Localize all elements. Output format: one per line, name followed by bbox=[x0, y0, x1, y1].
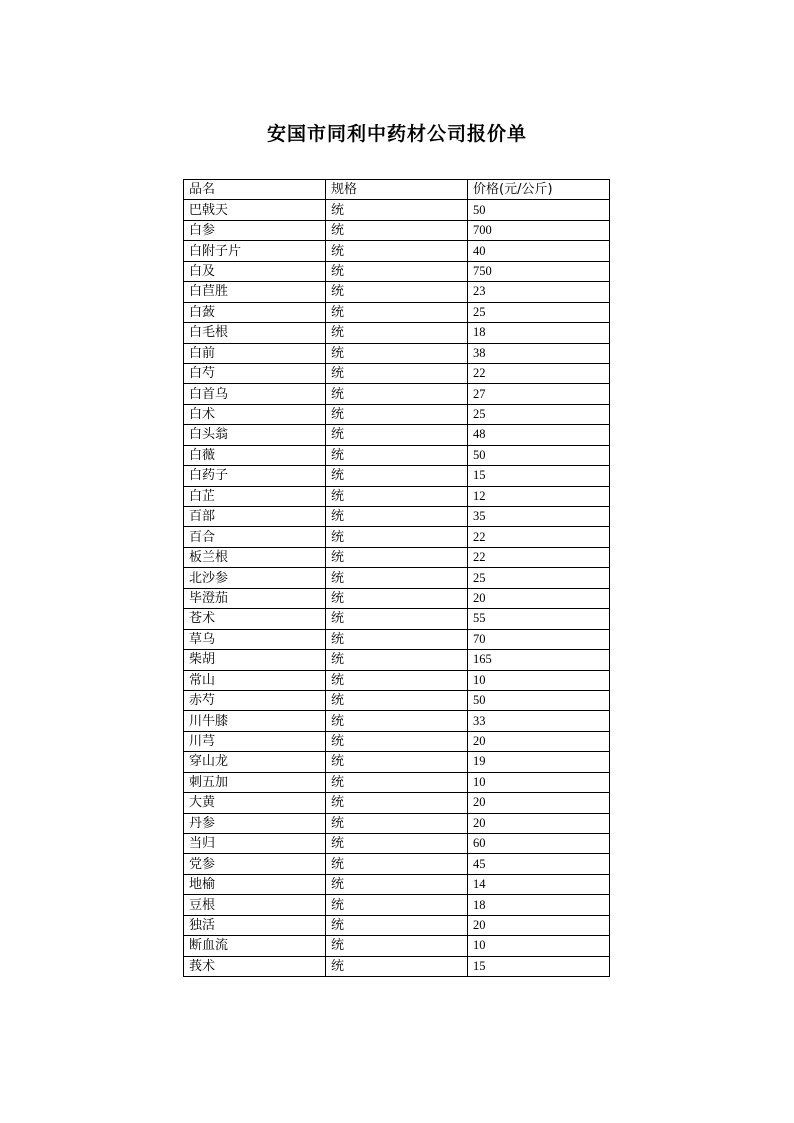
specification-cell: 统 bbox=[326, 793, 468, 813]
specification-cell: 统 bbox=[326, 854, 468, 874]
price-cell: 14 bbox=[468, 874, 610, 894]
price-cell: 10 bbox=[468, 772, 610, 792]
price-cell: 22 bbox=[468, 363, 610, 383]
product-name-cell: 白芍 bbox=[184, 363, 326, 383]
product-name-cell: 常山 bbox=[184, 670, 326, 690]
price-cell: 25 bbox=[468, 404, 610, 424]
price-cell: 10 bbox=[468, 670, 610, 690]
specification-cell: 统 bbox=[326, 588, 468, 608]
price-cell: 15 bbox=[468, 466, 610, 486]
table-row bbox=[184, 956, 610, 976]
specification-cell: 统 bbox=[326, 568, 468, 588]
specification-cell: 统 bbox=[326, 547, 468, 567]
product-name-cell: 党参 bbox=[184, 854, 326, 874]
price-cell: 18 bbox=[468, 895, 610, 915]
price-cell: 70 bbox=[468, 629, 610, 649]
specification-cell: 统 bbox=[326, 895, 468, 915]
table-row bbox=[184, 425, 610, 445]
table-row bbox=[184, 486, 610, 506]
product-name-cell: 草乌 bbox=[184, 629, 326, 649]
product-name-cell: 白术 bbox=[184, 404, 326, 424]
specification-cell: 统 bbox=[326, 302, 468, 322]
specification-cell: 统 bbox=[326, 813, 468, 833]
price-cell: 20 bbox=[468, 731, 610, 751]
price-cell: 35 bbox=[468, 507, 610, 527]
table-row bbox=[184, 772, 610, 792]
product-name-cell: 白前 bbox=[184, 343, 326, 363]
specification-cell: 统 bbox=[326, 261, 468, 281]
product-name-cell: 白头翁 bbox=[184, 425, 326, 445]
specification-cell: 统 bbox=[326, 384, 468, 404]
table-row bbox=[184, 588, 610, 608]
price-cell: 19 bbox=[468, 752, 610, 772]
specification-cell: 统 bbox=[326, 670, 468, 690]
table-row bbox=[184, 302, 610, 322]
specification-cell: 统 bbox=[326, 834, 468, 854]
specification-cell: 统 bbox=[326, 466, 468, 486]
specification-cell: 统 bbox=[326, 650, 468, 670]
product-name-cell: 地榆 bbox=[184, 874, 326, 894]
table-row bbox=[184, 609, 610, 629]
product-name-cell: 巴戟天 bbox=[184, 200, 326, 220]
table-row bbox=[184, 670, 610, 690]
price-cell: 18 bbox=[468, 323, 610, 343]
table-header-row bbox=[184, 180, 610, 200]
product-name-cell: 白及 bbox=[184, 261, 326, 281]
specification-cell: 统 bbox=[326, 220, 468, 240]
product-name-cell: 白首乌 bbox=[184, 384, 326, 404]
specification-cell: 统 bbox=[326, 282, 468, 302]
product-name-cell: 白芷 bbox=[184, 486, 326, 506]
table-row bbox=[184, 384, 610, 404]
product-name-cell: 莪术 bbox=[184, 956, 326, 976]
table-row bbox=[184, 711, 610, 731]
table-row bbox=[184, 915, 610, 935]
table-row bbox=[184, 261, 610, 281]
table-row bbox=[184, 282, 610, 302]
product-name-cell: 豆根 bbox=[184, 895, 326, 915]
specification-cell: 统 bbox=[326, 731, 468, 751]
table-row bbox=[184, 445, 610, 465]
price-cell: 10 bbox=[468, 936, 610, 956]
product-name-cell: 白参 bbox=[184, 220, 326, 240]
specification-cell: 统 bbox=[326, 323, 468, 343]
product-name-cell: 白苣胜 bbox=[184, 282, 326, 302]
product-name-cell: 穿山龙 bbox=[184, 752, 326, 772]
table-row bbox=[184, 343, 610, 363]
specification-cell: 统 bbox=[326, 711, 468, 731]
specification-cell: 统 bbox=[326, 874, 468, 894]
specification-cell: 统 bbox=[326, 752, 468, 772]
table-row bbox=[184, 200, 610, 220]
price-cell: 20 bbox=[468, 915, 610, 935]
price-cell: 60 bbox=[468, 834, 610, 854]
table-row bbox=[184, 629, 610, 649]
specification-cell: 统 bbox=[326, 609, 468, 629]
specification-cell: 统 bbox=[326, 690, 468, 710]
specification-cell: 统 bbox=[326, 343, 468, 363]
price-cell: 750 bbox=[468, 261, 610, 281]
specification-cell: 统 bbox=[326, 527, 468, 547]
table-row bbox=[184, 874, 610, 894]
price-cell: 15 bbox=[468, 956, 610, 976]
product-name-cell: 白毛根 bbox=[184, 323, 326, 343]
product-name-cell: 独活 bbox=[184, 915, 326, 935]
specification-cell: 统 bbox=[326, 507, 468, 527]
specification-cell: 统 bbox=[326, 445, 468, 465]
product-name-cell: 毕澄茄 bbox=[184, 588, 326, 608]
specification-cell: 统 bbox=[326, 956, 468, 976]
price-cell: 48 bbox=[468, 425, 610, 445]
table-row bbox=[184, 650, 610, 670]
specification-cell: 统 bbox=[326, 241, 468, 261]
price-cell: 25 bbox=[468, 302, 610, 322]
price-cell: 50 bbox=[468, 690, 610, 710]
product-name-cell: 当归 bbox=[184, 834, 326, 854]
table-row bbox=[184, 854, 610, 874]
price-cell: 22 bbox=[468, 547, 610, 567]
specification-cell: 统 bbox=[326, 425, 468, 445]
price-table bbox=[183, 179, 610, 977]
product-name-cell: 赤芍 bbox=[184, 690, 326, 710]
table-row bbox=[184, 568, 610, 588]
price-cell: 20 bbox=[468, 793, 610, 813]
product-name-cell: 白附子片 bbox=[184, 241, 326, 261]
price-cell: 22 bbox=[468, 527, 610, 547]
price-cell: 700 bbox=[468, 220, 610, 240]
price-cell: 27 bbox=[468, 384, 610, 404]
price-cell: 12 bbox=[468, 486, 610, 506]
product-name-cell: 白蔹 bbox=[184, 302, 326, 322]
product-name-cell: 刺五加 bbox=[184, 772, 326, 792]
price-table-body bbox=[184, 180, 610, 977]
product-name-cell: 板兰根 bbox=[184, 547, 326, 567]
product-name-cell: 大黄 bbox=[184, 793, 326, 813]
price-cell: 20 bbox=[468, 813, 610, 833]
product-name-cell: 百部 bbox=[184, 507, 326, 527]
price-cell: 23 bbox=[468, 282, 610, 302]
header-product-name: 品名 bbox=[184, 180, 326, 200]
table-row bbox=[184, 895, 610, 915]
price-cell: 25 bbox=[468, 568, 610, 588]
table-row bbox=[184, 507, 610, 527]
price-cell: 38 bbox=[468, 343, 610, 363]
table-row bbox=[184, 466, 610, 486]
product-name-cell: 苍术 bbox=[184, 609, 326, 629]
table-row bbox=[184, 547, 610, 567]
table-row bbox=[184, 752, 610, 772]
price-cell: 50 bbox=[468, 200, 610, 220]
table-row bbox=[184, 834, 610, 854]
specification-cell: 统 bbox=[326, 772, 468, 792]
price-cell: 165 bbox=[468, 650, 610, 670]
specification-cell: 统 bbox=[326, 486, 468, 506]
product-name-cell: 川牛膝 bbox=[184, 711, 326, 731]
specification-cell: 统 bbox=[326, 936, 468, 956]
price-cell: 20 bbox=[468, 588, 610, 608]
header-specification: 规格 bbox=[326, 180, 468, 200]
table-row bbox=[184, 527, 610, 547]
document-title: 安国市同利中药材公司报价单 bbox=[266, 123, 527, 145]
table-row bbox=[184, 936, 610, 956]
table-row bbox=[184, 241, 610, 261]
table-row bbox=[184, 220, 610, 240]
product-name-cell: 断血流 bbox=[184, 936, 326, 956]
product-name-cell: 白药子 bbox=[184, 466, 326, 486]
price-cell: 45 bbox=[468, 854, 610, 874]
price-cell: 40 bbox=[468, 241, 610, 261]
table-row bbox=[184, 690, 610, 710]
table-row bbox=[184, 323, 610, 343]
specification-cell: 统 bbox=[326, 363, 468, 383]
price-cell: 50 bbox=[468, 445, 610, 465]
table-row bbox=[184, 793, 610, 813]
specification-cell: 统 bbox=[326, 629, 468, 649]
price-cell: 33 bbox=[468, 711, 610, 731]
table-row bbox=[184, 813, 610, 833]
product-name-cell: 川芎 bbox=[184, 731, 326, 751]
table-row bbox=[184, 404, 610, 424]
product-name-cell: 柴胡 bbox=[184, 650, 326, 670]
product-name-cell: 北沙参 bbox=[184, 568, 326, 588]
product-name-cell: 丹参 bbox=[184, 813, 326, 833]
specification-cell: 统 bbox=[326, 915, 468, 935]
header-price: 价格(元/公斤) bbox=[468, 180, 610, 200]
price-cell: 55 bbox=[468, 609, 610, 629]
table-row bbox=[184, 731, 610, 751]
specification-cell: 统 bbox=[326, 200, 468, 220]
product-name-cell: 百合 bbox=[184, 527, 326, 547]
table-row bbox=[184, 363, 610, 383]
product-name-cell: 白薇 bbox=[184, 445, 326, 465]
specification-cell: 统 bbox=[326, 404, 468, 424]
